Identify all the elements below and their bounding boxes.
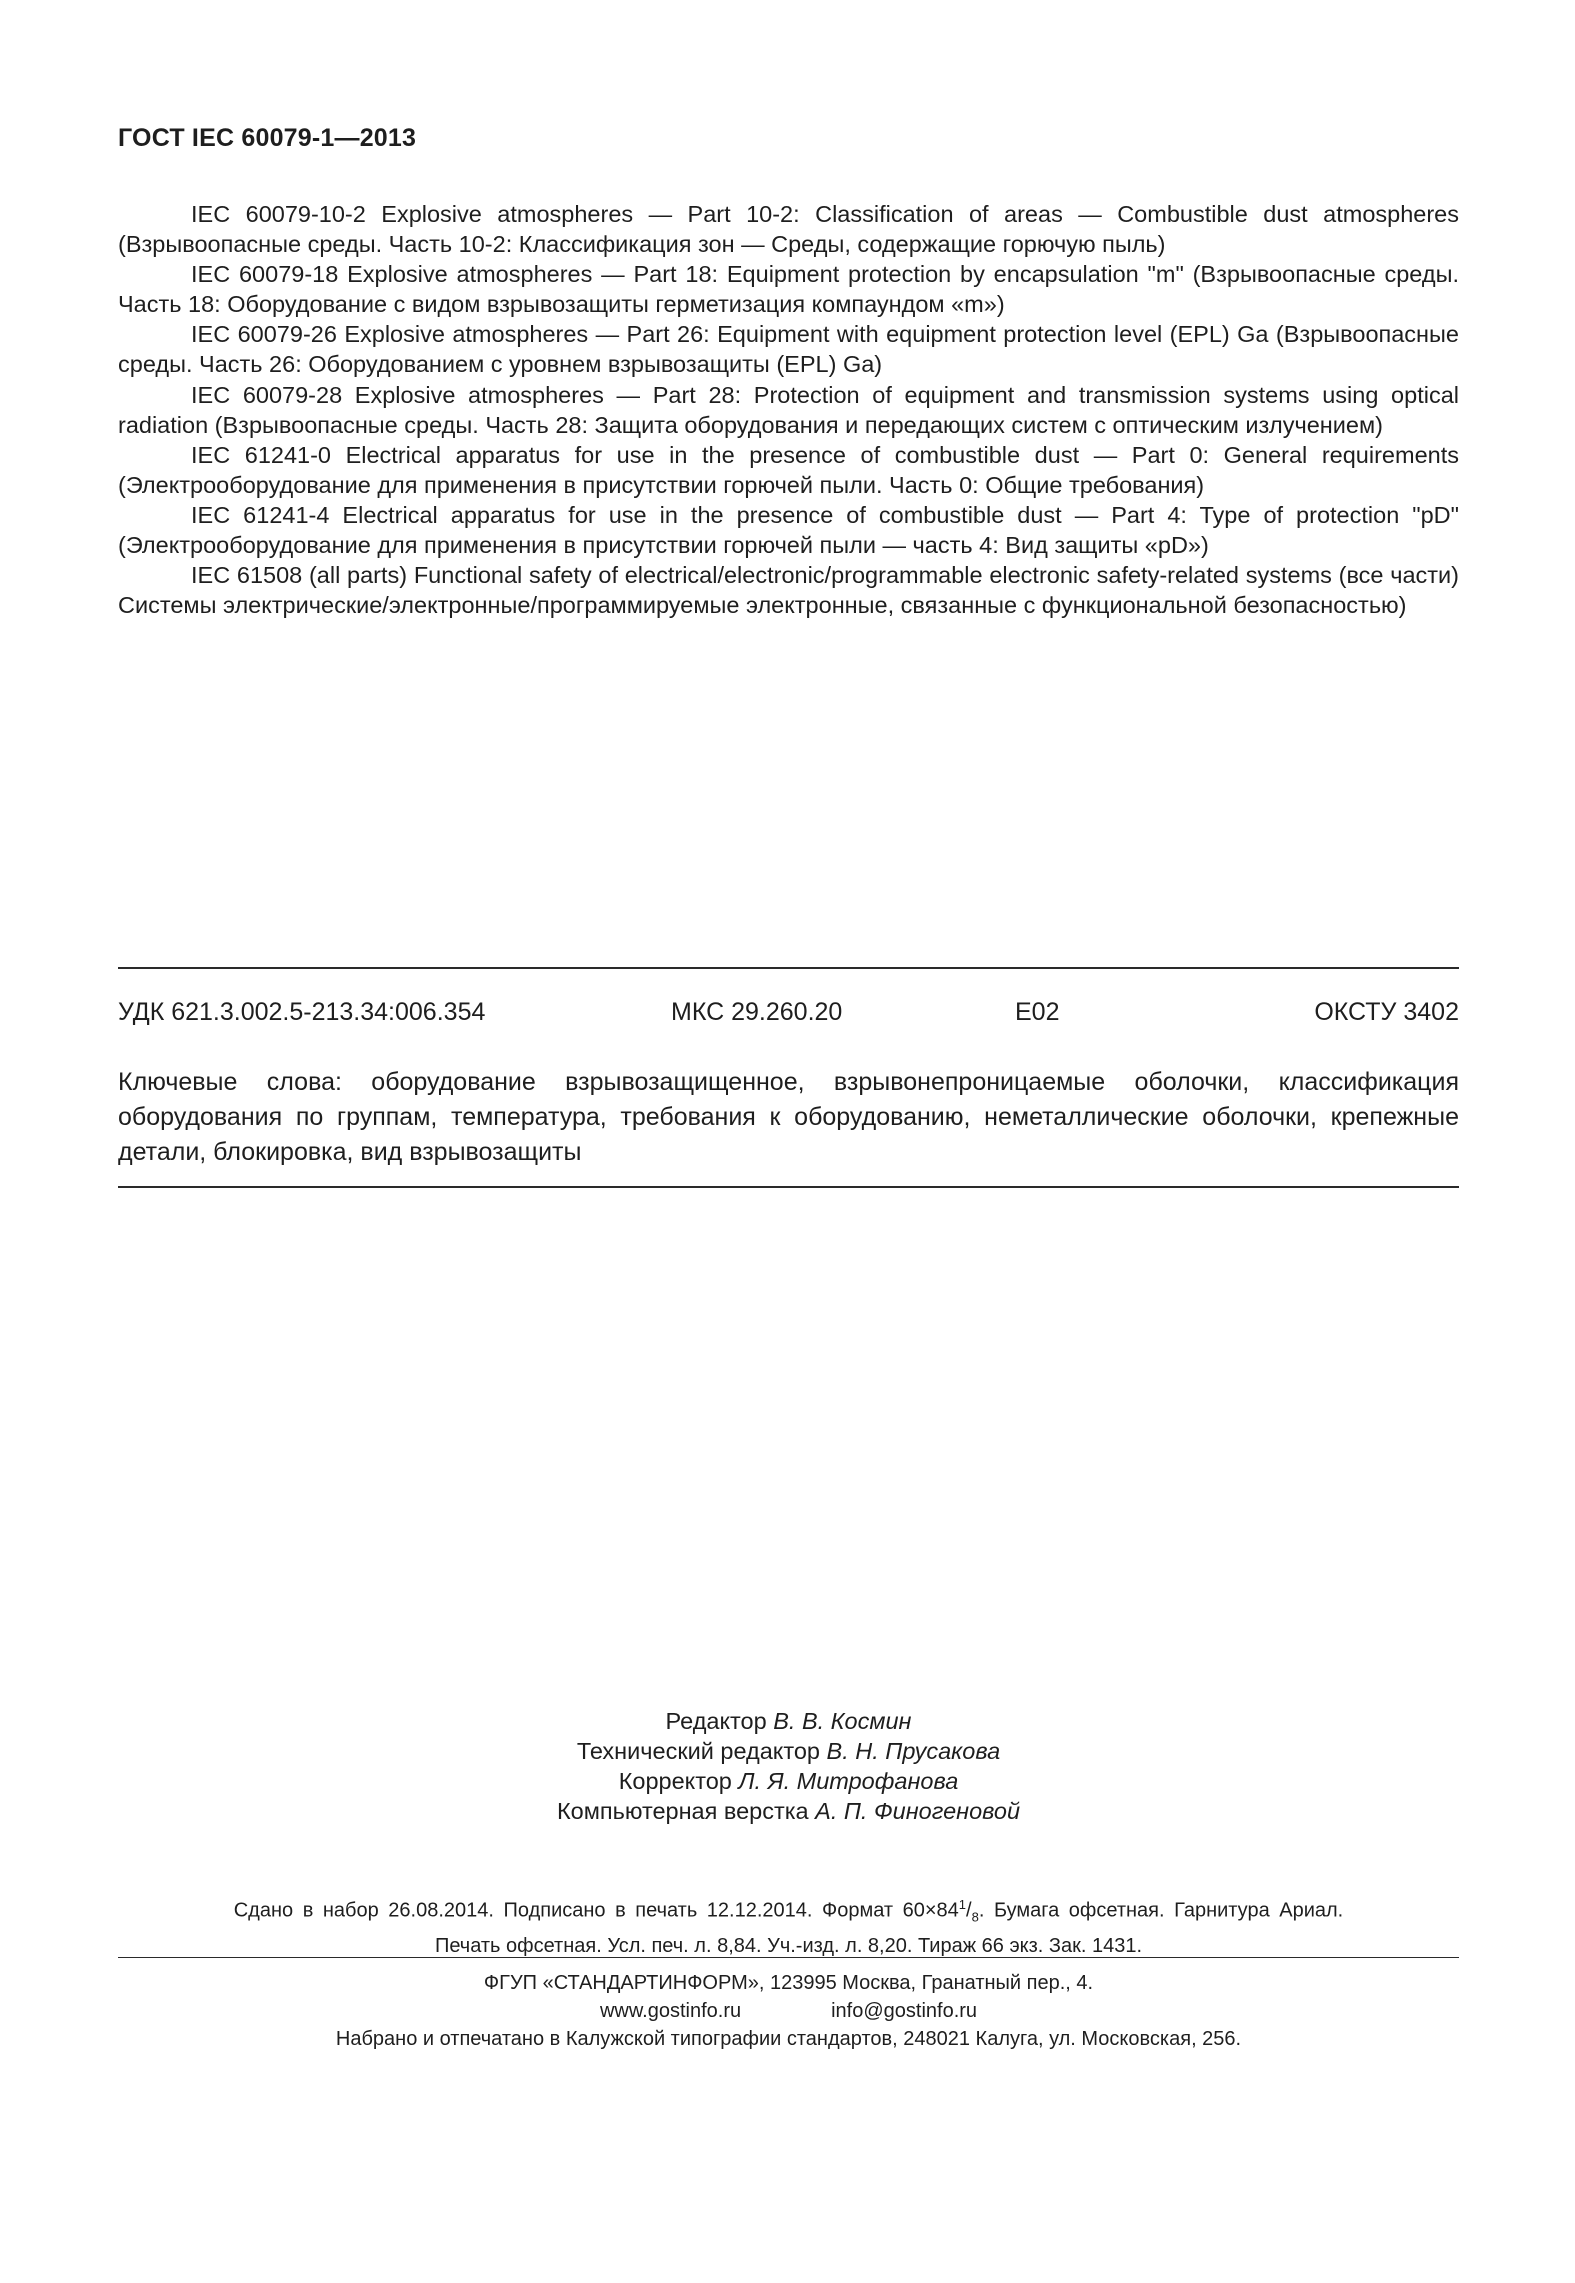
credit-role: Редактор: [665, 1708, 767, 1734]
printer-info: [118, 1969, 1459, 2053]
reference-item: IEC 60079-18 Explosive atmospheres — Part 18: Equipment protection by encapsulation "m" (Взрывоопасные среды. Часть 18: Оборудование с видом взрывозащиты герметизация компаундом «m»): [118, 261, 1459, 318]
reference-item: IEC 61241-4 Electrical apparatus for use in the presence of combustible dust — Part 4: Type of protection "pD" (Электрооборудование для применения в присутствии горючей пыли — часть 4: Вид защиты «pD»): [118, 501, 1459, 559]
reference-item: IEC 60079-26 Explosive atmospheres — Part 26: Equipment with equipment protection level (EPL) Ga (Взрывоопасные среды. Часть 26: Оборудованием с уровнем взрывозащиты (EPL) Ga): [118, 321, 1459, 378]
publication-line-1-end: . Бумага офсетная. Гарнитура Ариал.: [978, 1899, 1344, 1922]
reference-item: IEC 61241-0 Electrical apparatus for use in the presence of combustible dust — Part 0: General requirements (Электрооборудование для применения в присутствии горючей пыли. Часть 0: Общие требования): [118, 441, 1459, 498]
reference-item: IEC 61508 (all parts) Functional safety of electrical/electronic/programmable electronic safety-related systems (все части) Системы электрические/электронные/программируемые электронные, связанные с функциональной безопасностью): [118, 562, 1459, 619]
publisher-email[interactable]: info@gostinfo.ru: [831, 2000, 978, 2022]
credit-proofreader: [0, 1766, 1575, 1796]
credit-layout: [0, 1796, 1575, 1826]
editorial-credits: [0, 1706, 1575, 1826]
category-code: Е02: [1015, 998, 1060, 1026]
credit-person: А. П. Финогеновой: [815, 1798, 1021, 1824]
publication-line-2: Печать офсетная. Усл. печ. л. 8,84. Уч.-изд. л. 8,20. Тираж 66 экз. Зак. 1431.: [434, 1934, 1143, 1957]
publisher-address: ФГУП «СТАНДАРТИНФОРМ», 123995 Москва, Гранатный пер., 4.: [483, 1972, 1094, 1994]
divider-middle: [118, 1186, 1459, 1188]
credit-role: Компьютерная верстка: [556, 1798, 809, 1824]
publication-info: [118, 1891, 1459, 1960]
publisher-website[interactable]: www.gostinfo.ru: [599, 2000, 742, 2022]
divider-bottom: [118, 1957, 1459, 1958]
publication-line-1: Сдано в набор 26.08.2014. Подписано в печать 12.12.2014. Формат $60\times 84^1/_8$. Бумага офсетная. Гарнитура Ариал.: [233, 1897, 1344, 1925]
reference-list: [118, 199, 1459, 620]
mks-code: МКС 29.260.20: [671, 998, 843, 1026]
credit-person: Л. Я. Митрофанова: [738, 1768, 959, 1794]
format-numerator: 1: [958, 1897, 967, 1912]
credit-person: В. В. Космин: [773, 1708, 912, 1734]
format-denominator: 8: [971, 1909, 979, 1925]
credit-editor: [0, 1706, 1575, 1736]
printing-house: Набрано и отпечатано в Калужской типографии стандартов, 248021 Калуга, ул. Московская, 256.: [335, 2028, 1242, 2050]
reference-item: IEC 60079-28 Explosive atmospheres — Part 28: Protection of equipment and transmission systems using optical radiation (Взрывоопасные среды. Часть 28: Защита оборудования и передающих систем с оптическим излучением): [118, 381, 1459, 438]
page-header-title: ГОСТ IEC 60079-1—2013: [118, 124, 417, 152]
udk-code: УДК 621.3.002.5-213.34:006.354: [118, 998, 486, 1026]
credit-person: В. Н. Прусакова: [826, 1738, 1001, 1764]
credit-role: Корректор: [618, 1768, 732, 1794]
divider-top: [118, 967, 1459, 969]
reference-item: IEC 60079-10-2 Explosive atmospheres — Part 10-2: Classification of areas — Combustible dust atmospheres (Взрывоопасные среды. Часть 10-2: Классификация зон — Среды, содержащие горючую пыль): [118, 201, 1459, 258]
credit-technical-editor: [0, 1736, 1575, 1766]
keywords-text: Ключевые слова: оборудование взрывозащищенное, взрывонепроницаемые оболочки, классификация оборудования по группам, температура, требования к оборудованию, неметаллические оболочки, крепежные детали, блокировка, вид взрывозащиты: [118, 1068, 1459, 1166]
publisher-contacts: [118, 1997, 1459, 2025]
keywords: [118, 1065, 1459, 1170]
credit-role: Технический редактор: [576, 1738, 820, 1764]
publication-line-1-start: Сдано в набор 26.08.2014. Подписано в печать 12.12.2014. Формат 60×84: [233, 1899, 959, 1922]
okstu-code: ОКСТУ 3402: [1314, 998, 1459, 1026]
